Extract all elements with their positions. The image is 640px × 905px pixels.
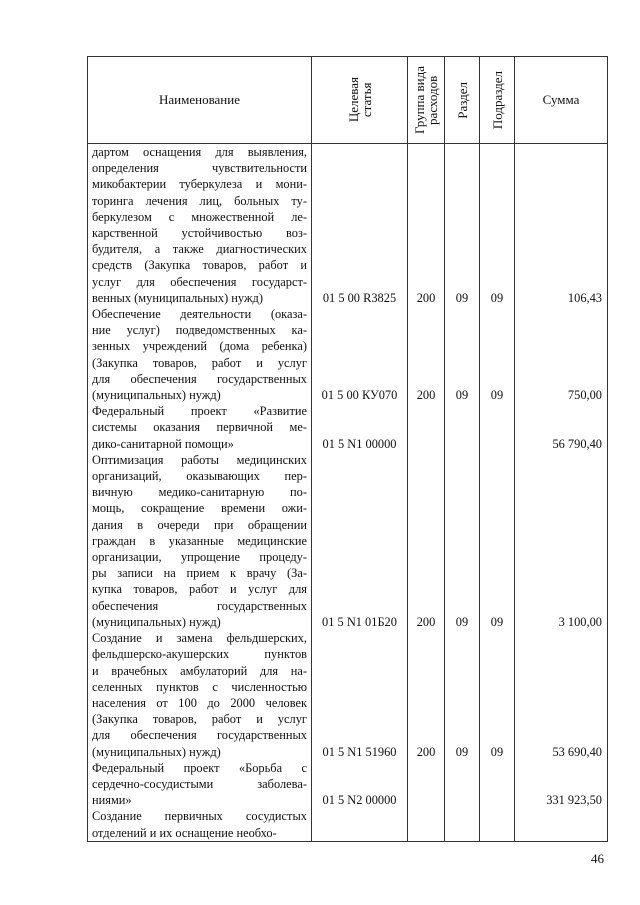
row-name-line: селенных пунктов с численностью	[92, 679, 307, 694]
row-group	[408, 403, 445, 452]
header-target: Целевая статья	[312, 57, 408, 144]
row-section: 09	[445, 306, 480, 403]
row-name	[88, 630, 312, 760]
row-name-line: населения от 100 до 2000 человек	[92, 695, 307, 710]
page-number: 46	[591, 851, 604, 866]
table-row	[88, 403, 608, 452]
row-name-line: микобактерии туберкулеза и мони-	[92, 177, 307, 192]
row-name-line: (Закупка товаров, работ и услуг	[92, 355, 307, 370]
row-code: 01 5 N2 00000	[312, 760, 408, 809]
row-code: 01 5 N1 00000	[312, 403, 408, 452]
row-name-line: обеспечения государственных	[92, 598, 307, 613]
row-section: 09	[445, 630, 480, 760]
row-group: 200	[408, 306, 445, 403]
row-name-line: системы оказания первичной ме-	[92, 420, 307, 435]
row-sum	[515, 808, 608, 841]
row-sum: 3 100,00	[515, 452, 608, 630]
row-name-line: карственной устойчивостью воз-	[92, 226, 307, 241]
header-subsection: Подраздел	[480, 57, 515, 144]
table-row	[88, 306, 608, 403]
row-name-line: граждан в указанные медицинские	[92, 533, 307, 548]
row-name-line: организаций, оказывающих пер-	[92, 469, 307, 484]
row-name-line: Федеральный проект «Борьба с	[92, 760, 307, 775]
row-name-line: (Закупка товаров, работ и услуг	[92, 712, 307, 727]
row-code: 01 5 00 КУ070	[312, 306, 408, 403]
row-name-line: средств (Закупка товаров, работ и	[92, 258, 307, 273]
row-name	[88, 760, 312, 809]
row-name-line: сердечно-сосудистыми заболева-	[92, 776, 307, 791]
row-name-line: определения чувствительности	[92, 161, 307, 176]
row-subsection	[480, 760, 515, 809]
budget-table	[87, 56, 608, 842]
row-section	[445, 808, 480, 841]
row-name-line: фельдшерско-акушерских пунктов	[92, 647, 307, 662]
row-name-line: дания в очереди при обращении	[92, 517, 307, 532]
row-name	[88, 306, 312, 403]
row-name-line: купка товаров, работ и услуг для	[92, 582, 307, 597]
header-section: Раздел	[445, 57, 480, 144]
row-name	[88, 144, 312, 307]
row-name-line: дартом оснащения для выявления,	[92, 145, 307, 159]
row-sum: 331 923,50	[515, 760, 608, 809]
table-row	[88, 808, 608, 841]
row-subsection	[480, 403, 515, 452]
row-name-line: ниями»	[92, 793, 132, 808]
header-sum: Сумма	[515, 57, 608, 144]
row-code: 01 5 N1 51960	[312, 630, 408, 760]
table-header-row	[88, 57, 608, 144]
row-subsection: 09	[480, 452, 515, 630]
row-name-line: Обеспечение деятельности (оказа-	[92, 307, 307, 322]
row-name-line: организации, упрощение процеду-	[92, 550, 307, 565]
row-name-line: Федеральный проект «Развитие	[92, 404, 307, 419]
row-section	[445, 760, 480, 809]
row-group: 200	[408, 630, 445, 760]
row-sum: 53 690,40	[515, 630, 608, 760]
row-name-line: Оптимизация работы медицинских	[92, 452, 307, 467]
table-row	[88, 452, 608, 630]
row-name-line: торинга лечения лиц, больных ту-	[92, 193, 307, 208]
row-name-line: Создание и замена фельдшерских,	[92, 631, 307, 646]
row-name-line: ры записи на прием к врачу (За-	[92, 566, 307, 581]
row-subsection: 09	[480, 630, 515, 760]
row-name-line: беркулезом с множественной ле-	[92, 209, 307, 224]
row-name-line: зенных учреждений (дома ребенка)	[92, 339, 307, 354]
row-name-line: (муниципальных) нужд)	[92, 744, 221, 759]
row-name	[88, 808, 312, 841]
row-sum: 56 790,40	[515, 403, 608, 452]
row-section: 09	[445, 144, 480, 307]
row-code	[312, 808, 408, 841]
row-name-line: Создание первичных сосудистых	[92, 809, 307, 824]
row-group	[408, 808, 445, 841]
header-name: Наименование	[88, 57, 312, 144]
row-name-line: будителя, а также диагностических	[92, 242, 307, 257]
row-name-line: услуг для обеспечения государст-	[92, 274, 307, 289]
row-name	[88, 403, 312, 452]
row-name-line: для обеспечения государственных	[92, 371, 307, 386]
row-section: 09	[445, 452, 480, 630]
table-row	[88, 144, 608, 307]
row-name-line: и врачебных амбулаторий для на-	[92, 663, 307, 678]
row-group	[408, 760, 445, 809]
row-name-line: (муниципальных) нужд)	[92, 388, 221, 403]
table-row	[88, 760, 608, 809]
table-row	[88, 630, 608, 760]
row-group: 200	[408, 144, 445, 307]
row-name-line: отделений и их оснащение необхо-	[92, 825, 277, 840]
row-name-line: мощь, сокращение времени ожи-	[92, 501, 307, 516]
row-subsection: 09	[480, 306, 515, 403]
row-subsection	[480, 808, 515, 841]
row-section	[445, 403, 480, 452]
row-name-line: венных (муниципальных) нужд)	[92, 290, 263, 305]
row-sum: 106,43	[515, 144, 608, 307]
header-group: Группа вида расходов	[408, 57, 445, 144]
row-name	[88, 452, 312, 630]
row-name-line: для обеспечения государственных	[92, 728, 307, 743]
row-subsection: 09	[480, 144, 515, 307]
row-name-line: (муниципальных) нужд)	[92, 614, 221, 629]
row-name-line: дико-санитарной помощи»	[92, 436, 234, 451]
row-group: 200	[408, 452, 445, 630]
row-code: 01 5 N1 01Б20	[312, 452, 408, 630]
row-code: 01 5 00 R3825	[312, 144, 408, 307]
row-name-line: вичную медико-санитарную по-	[92, 485, 307, 500]
row-name-line: ние услуг) подведомственных ка-	[92, 323, 307, 338]
row-sum: 750,00	[515, 306, 608, 403]
